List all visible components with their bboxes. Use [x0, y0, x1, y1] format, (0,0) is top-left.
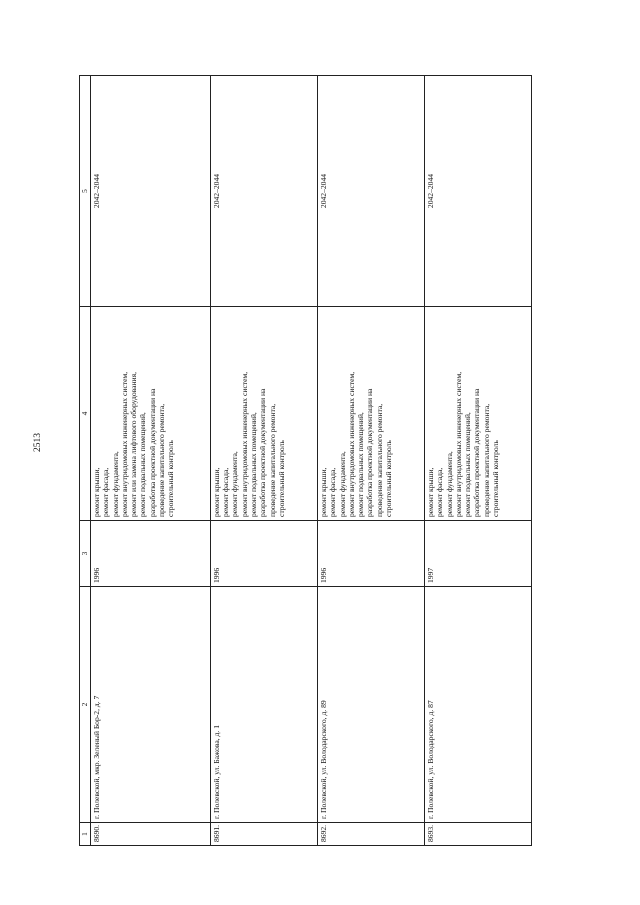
header-col-4: 4: [80, 307, 91, 521]
work-item: ремонт фундамента,: [444, 451, 454, 517]
row-period: 2042–2044: [317, 76, 424, 307]
table-row: [91, 76, 211, 846]
row-year: 1996: [210, 521, 317, 587]
row-number: 8691.: [210, 823, 317, 846]
work-item: ремонт подвальных помещений,: [138, 412, 148, 517]
table-row: [210, 76, 317, 846]
work-item: строительный контроль: [276, 440, 286, 517]
row-year: 1997: [424, 521, 531, 587]
header-col-5: 5: [80, 76, 91, 307]
row-address: г. Полевской, ул. Бажова, д. 1: [210, 587, 317, 823]
work-item: ремонт фасада,: [435, 467, 445, 517]
work-item: ремонт крыши,: [211, 467, 221, 517]
header-col-3: 3: [80, 521, 91, 587]
row-number: 8690.: [91, 823, 211, 846]
page-number: 2513: [33, 433, 43, 452]
row-address: г. Полевской, мкр. Зеленый Бор-2, д. 7: [91, 587, 211, 823]
row-address: г. Полевской, ул. Володарского, д. 87: [424, 587, 531, 823]
work-item: разработка проектной документации на: [147, 388, 157, 517]
row-period: 2042–2044: [424, 76, 531, 307]
work-item: ремонт фундамента,: [337, 451, 347, 517]
work-item: проведение капитального ремонта,: [481, 403, 491, 517]
work-item: ремонт или замена лифтового оборудования,: [129, 372, 139, 517]
row-works: [317, 307, 424, 521]
work-item: строительный контроль: [166, 440, 176, 517]
work-item: ремонт фасада,: [221, 467, 231, 517]
row-works: [424, 307, 531, 521]
work-item: строительный контроль: [384, 440, 393, 517]
row-period: 2042–2044: [210, 76, 317, 307]
repair-schedule-table: [79, 75, 532, 846]
work-item: строительный контроль: [491, 440, 501, 517]
row-works: [91, 307, 211, 521]
rotated-table-container: [79, 76, 532, 846]
work-item: ремонт крыши,: [318, 467, 328, 517]
work-item: ремонт фундамента,: [230, 451, 240, 517]
work-item: проведение капитального ремонта,: [267, 403, 277, 517]
work-item: ремонт фасада,: [101, 467, 111, 517]
work-item: ремонт фасада,: [328, 467, 338, 517]
header-row: [80, 76, 91, 846]
work-item: ремонт крыши,: [425, 467, 435, 517]
work-item: ремонт подвальных помещений,: [249, 412, 259, 517]
work-item: ремонт крыши,: [92, 467, 101, 517]
work-item: ремонт внутридомовых инженерных систем,: [346, 371, 356, 517]
work-item: ремонт внутридомовых инженерных систем,: [239, 371, 249, 517]
work-item: проведение капитального ремонта,: [157, 403, 167, 517]
table-row: [317, 76, 424, 846]
work-item: проведение капитального ремонта,: [374, 403, 384, 517]
row-year: 1996: [317, 521, 424, 587]
row-period: 2042–2044: [91, 76, 211, 307]
row-number: 8692.: [317, 823, 424, 846]
row-year: 1996: [91, 521, 211, 587]
work-item: ремонт фундамента,: [110, 451, 120, 517]
work-item: разработка проектной документации на: [472, 388, 482, 517]
work-item: ремонт подвальных помещений,: [463, 412, 473, 517]
row-address: г. Полевской, ул. Володарского, д. 89: [317, 587, 424, 823]
row-number: 8693.: [424, 823, 531, 846]
work-item: разработка проектной документации на: [258, 388, 268, 517]
header-col-1: 1: [80, 823, 91, 846]
work-item: ремонт подвальных помещений,: [356, 412, 366, 517]
work-item: разработка проектной документации на: [365, 388, 375, 517]
work-item: ремонт внутридомовых инженерных систем,: [119, 371, 129, 517]
table-row: [424, 76, 531, 846]
row-works: [210, 307, 317, 521]
header-col-2: 2: [80, 587, 91, 823]
table-body: [91, 76, 532, 846]
work-item: ремонт внутридомовых инженерных систем,: [453, 371, 463, 517]
